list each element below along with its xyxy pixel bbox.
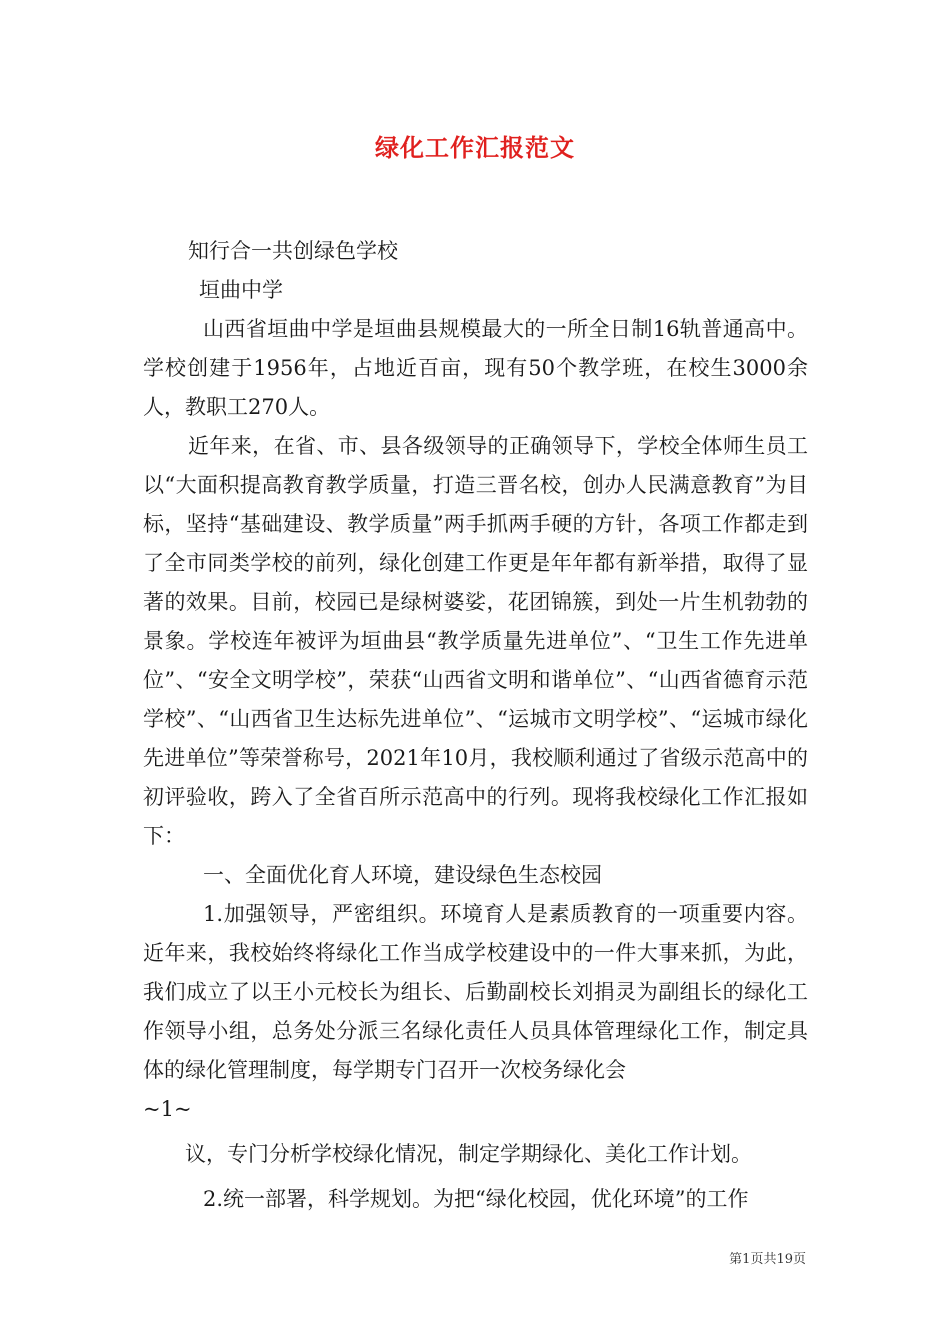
document-subtitle: 知行合一共创绿色学校 (188, 239, 398, 263)
document-body (143, 232, 808, 1219)
page-number: 第1页共19页 (729, 1252, 806, 1267)
document-title: 绿化工作汇报范文 (375, 133, 575, 162)
paragraph-continuation: 议，专门分析学校绿化情况，制定学期绿化、美化工作计划。 (185, 1142, 752, 1166)
section-heading: 一、全面优化育人环境，建设绿色生态校园 (203, 863, 602, 887)
paragraph-achievements: 近年来，在省、市、县各级领导的正确领导下，学校全体师生员工以“大面积提高教育教学质量，打造三晋名校，创办人民满意教育”为目标，坚持“基础建设、教学质量”两手抓两手硬的方针，各项工作都走到了全市同类学校的前列，绿化创建工作更是年年都有新举措，取得了显著的效果。目前，校园已是绿树婆娑，花团锦簇，到处一片生机勃勃的景象。学校连年被评为垣曲县“教学质量先进单位”、“卫生工作先进单位”、“安全文明学校”，荣获“山西省文明和谐单位”、“山西省德育示范学校”、“山西省卫生达标先进单位”、“运城市文明学校”、“运城市绿化先进单位”等荣誉称号，2021年10月，我校顺利通过了省级示范高中的初评验收，跨入了全省百所示范高中的行列。现将我校绿化工作汇报如下： (143, 434, 808, 848)
document-author: 垣曲中学 (199, 278, 283, 302)
page-break-marker: ~1~ (143, 1097, 192, 1121)
paragraph-intro: 山西省垣曲中学是垣曲县规模最大的一所全日制16轨普通高中。学校创建于1956年，占地近百亩，现有50个教学班，在校生3000余人，教职工270人。 (143, 317, 808, 419)
paragraph-leadership: 1.加强领导，严密组织。环境育人是素质教育的一项重要内容。近年来，我校始终将绿化工作当成学校建设中的一件大事来抓，为此，我们成立了以王小元校长为组长、后勤副校长刘捐灵为副组长的绿化工作领导小组，总务处分派三名绿化责任人员具体管理绿化工作，制定具体的绿化管理制度，每学期专门召开一次校务绿化会 (143, 902, 808, 1082)
paragraph-planning: 2.统一部署，科学规划。为把“绿化校园，优化环境”的工作 (203, 1187, 749, 1211)
